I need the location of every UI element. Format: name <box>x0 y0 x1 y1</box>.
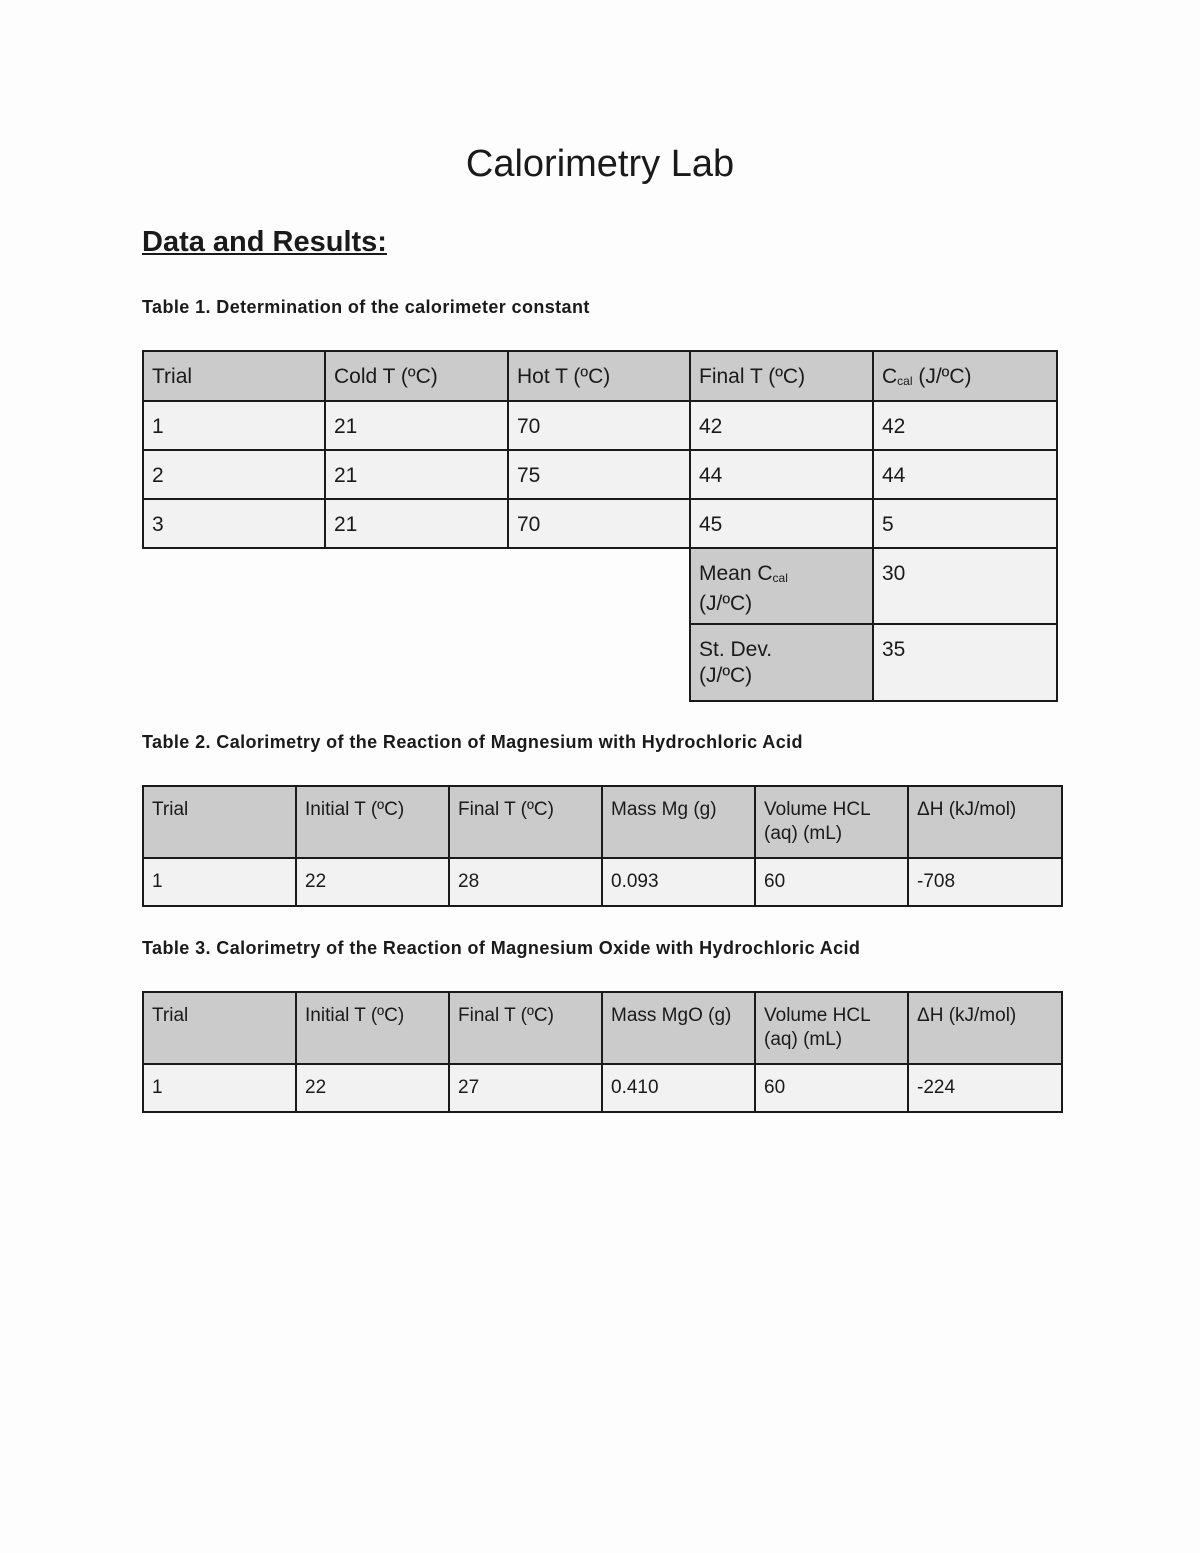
table1-header-hot-t: Hot T (ºC) <box>508 351 690 401</box>
ccal-unit: (J/ºC) <box>912 365 972 388</box>
table1-cell: 70 <box>508 401 690 450</box>
table1-cell: 44 <box>873 450 1057 499</box>
ccal-subscript: cal <box>897 374 913 388</box>
table2 <box>142 785 1063 907</box>
table1-cell: 42 <box>873 401 1057 450</box>
table3-cell: -224 <box>908 1064 1062 1112</box>
stdev-value: 35 <box>873 624 1057 701</box>
table3-header: Volume HCL (aq) (mL) <box>755 992 908 1064</box>
table1-header-cold-t: Cold T (ºC) <box>325 351 508 401</box>
table3-cell: 60 <box>755 1064 908 1112</box>
table-row <box>143 499 1057 548</box>
table-row <box>143 858 1062 906</box>
table2-header: Volume HCL (aq) (mL) <box>755 786 908 858</box>
ccal-symbol: C <box>882 365 898 388</box>
table3 <box>142 991 1063 1113</box>
table3-header: Initial T (ºC) <box>296 992 449 1064</box>
table2-cell: -708 <box>908 858 1062 906</box>
table-row <box>143 401 1057 450</box>
table1-cell: 21 <box>325 499 508 548</box>
table1-cell: 70 <box>508 499 690 548</box>
table2-header: Mass Mg (g) <box>602 786 755 858</box>
table3-header: Mass MgO (g) <box>602 992 755 1064</box>
table2-header-row <box>143 786 1062 858</box>
table-row <box>143 450 1057 499</box>
table2-caption: Table 2. Calorimetry of the Reaction of Magnesium with Hydrochloric Acid <box>142 732 803 752</box>
table2-header: Trial <box>143 786 296 858</box>
table3-header: Final T (ºC) <box>449 992 602 1064</box>
table1-cell: 1 <box>143 401 325 450</box>
table1-cell: 42 <box>690 401 873 450</box>
table1-mean-row <box>143 548 1057 624</box>
table2-header: Final T (ºC) <box>449 786 602 858</box>
table1-header-ccal <box>873 351 1057 401</box>
table3-cell: 1 <box>143 1064 296 1112</box>
table3-header: Trial <box>143 992 296 1064</box>
table2-cell: 0.093 <box>602 858 755 906</box>
table1-cell: 5 <box>873 499 1057 548</box>
table2-header: Initial T (ºC) <box>296 786 449 858</box>
table1-stdev-row <box>143 624 1057 701</box>
section-heading: Data and Results: <box>142 226 387 258</box>
table3-cell: 0.410 <box>602 1064 755 1112</box>
stdev-label: St. Dev. (J/ºC) <box>690 624 873 701</box>
table1-cell: 2 <box>143 450 325 499</box>
table2-cell: 28 <box>449 858 602 906</box>
table2-cell: 22 <box>296 858 449 906</box>
mean-ccal-value: 30 <box>873 548 1057 624</box>
page-title: Calorimetry Lab <box>465 143 735 185</box>
table1-cell: 21 <box>325 401 508 450</box>
table2-cell: 60 <box>755 858 908 906</box>
table1 <box>142 350 1058 702</box>
table3-cell: 27 <box>449 1064 602 1112</box>
table1-cell: 75 <box>508 450 690 499</box>
table1-cell: 21 <box>325 450 508 499</box>
table1-header-trial: Trial <box>143 351 325 401</box>
table2-header: ΔH (kJ/mol) <box>908 786 1062 858</box>
table2-cell: 1 <box>143 858 296 906</box>
table1-header-row <box>143 351 1057 401</box>
table1-cell: 44 <box>690 450 873 499</box>
table3-cell: 22 <box>296 1064 449 1112</box>
table1-cell: 3 <box>143 499 325 548</box>
table1-caption: Table 1. Determination of the calorimeter constant <box>142 297 590 317</box>
table3-caption: Table 3. Calorimetry of the Reaction of Magnesium Oxide with Hydrochloric Acid <box>142 938 861 958</box>
mean-ccal-label: Mean $C_{cal}$ (J/ºC) <box>690 548 873 624</box>
table1-cell: 45 <box>690 499 873 548</box>
table-row <box>143 1064 1062 1112</box>
table3-header-row <box>143 992 1062 1064</box>
table1-header-final-t: Final T (ºC) <box>690 351 873 401</box>
table3-header: ΔH (kJ/mol) <box>908 992 1062 1064</box>
